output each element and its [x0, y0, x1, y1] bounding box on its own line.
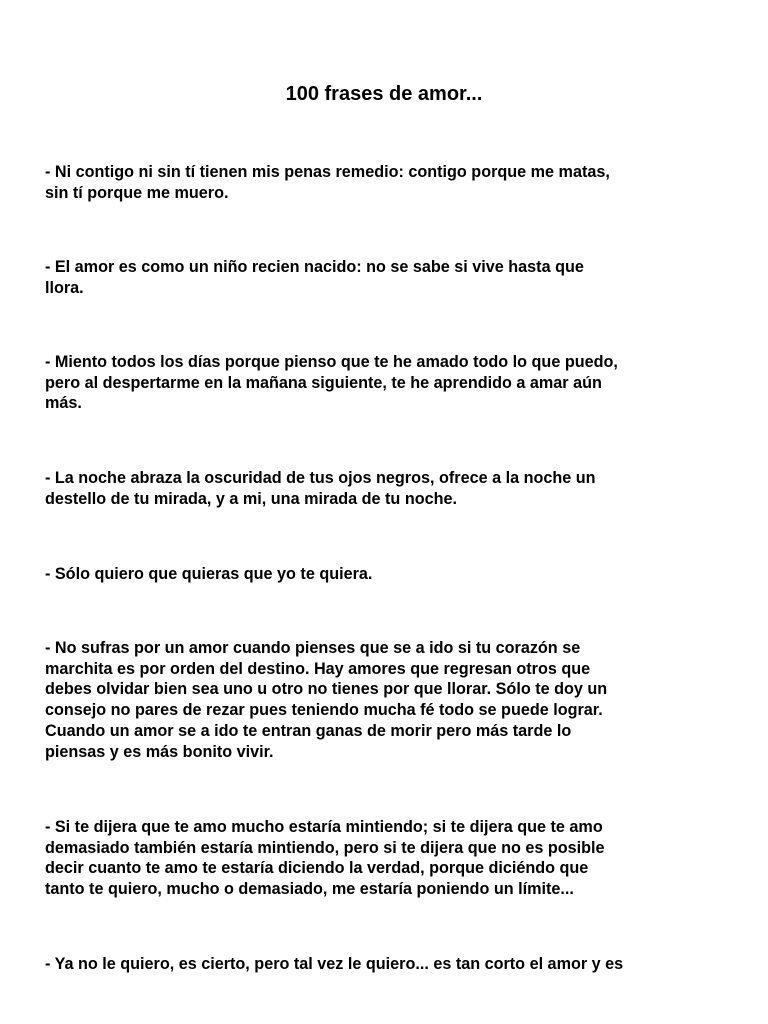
phrase-line: decir cuanto te amo te estaría diciendo la verdad, porque diciéndo que: [45, 859, 589, 878]
phrase-line: - No sufras por un amor cuando pienses que se a ido si tu corazón se: [45, 639, 581, 657]
phrase-line: Cuando un amor se a ido te entran ganas de morir pero más tarde lo: [45, 721, 572, 740]
phrase-8: [45, 954, 735, 975]
phrase-7: [45, 817, 735, 900]
phrase-line: consejo no pares de rezar pues teniendo mucha fé todo se puede lograr.: [45, 701, 603, 720]
phrase-5: [45, 564, 735, 585]
phrase-line: más.: [45, 394, 82, 413]
phrase-6: [45, 638, 735, 762]
phrase-line: marchita es por orden del destino. Hay amores que regresan otros que: [45, 659, 591, 678]
phrase-line: - Miento todos los días porque pienso que te he amado todo lo que puedo,: [45, 353, 618, 371]
phrase-2: [45, 257, 735, 298]
phrase-line: llora.: [45, 278, 84, 297]
phrase-line: sin tí porque me muero.: [45, 183, 229, 202]
phrase-line: piensas y es más bonito vivir.: [45, 742, 274, 761]
phrase-line: - La noche abraza la oscuridad de tus ojos negros, ofrece a la noche un: [45, 469, 596, 487]
phrase-line: - El amor es como un niño recien nacido: no se sabe si vive hasta que: [45, 258, 584, 276]
document-title: 100 frases de amor...: [285, 83, 483, 105]
phrase-line: - Si te dijera que te amo mucho estaría mintiendo; si te dijera que te amo: [45, 818, 603, 836]
phrase-line: tanto te quiero, mucho o demasiado, me estaría poniendo un límite...: [45, 880, 574, 899]
phrase-line: - Sólo quiero que quieras que yo te quiera.: [45, 565, 373, 583]
phrase-4: [45, 468, 735, 509]
phrase-1: [45, 162, 735, 203]
phrase-3: [45, 352, 735, 414]
phrase-line: demasiado también estaría mintiendo, pero si te dijera que no es posible: [45, 838, 605, 857]
phrase-line: destello de tu mirada, y a mi, una mirada de tu noche.: [45, 489, 457, 508]
phrase-line: - Ya no le quiero, es cierto, pero tal vez le quiero... es tan corto el amor y es: [45, 955, 624, 973]
phrase-line: debes olvidar bien sea uno u otro no tienes por que llorar. Sólo te doy un: [45, 680, 608, 699]
phrase-line: - Ni contigo ni sin tí tienen mis penas remedio: contigo porque me matas,: [45, 163, 610, 181]
phrase-line: pero al despertarme en la mañana siguiente, te he aprendido a amar aún: [45, 373, 602, 392]
